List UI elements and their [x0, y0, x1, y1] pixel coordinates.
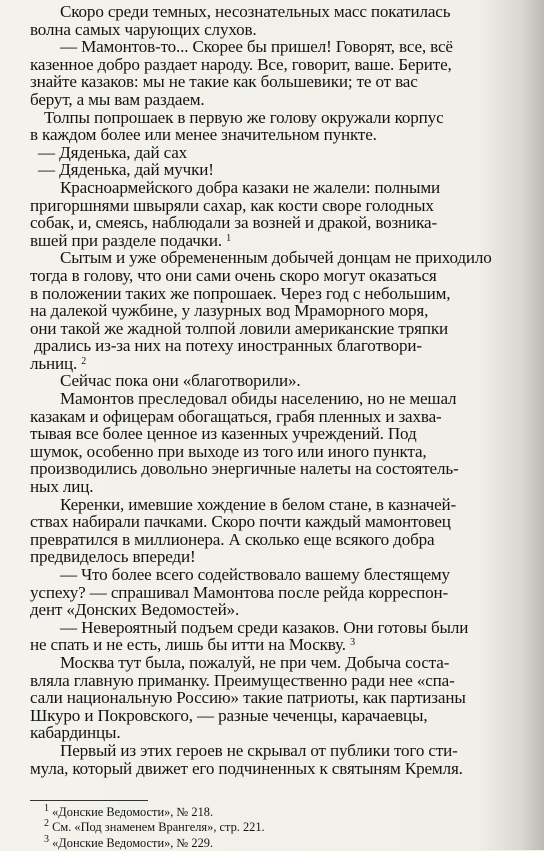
- text-line: ствах набирали пачками. Скоро почти каждый мамонтовец: [30, 512, 451, 532]
- footnote-text: «Донские Ведомости», № 229.: [52, 835, 214, 850]
- text-line: сали национальную Россию» такие патриоты, как партизаны: [30, 688, 466, 708]
- text-line: на далекой чужбине, у лазурных вод Мраморного моря,: [30, 301, 429, 321]
- main-text: [30, 3, 538, 777]
- text-line: знайте казаков: мы не такие как большевики; те от вас: [30, 72, 418, 92]
- text-line: шумок, особенно при выходе из того или иного пункта,: [30, 441, 427, 461]
- paragraph: [30, 390, 538, 496]
- text-line: пригоршнями швыряли сахар, как кости своре голодных: [30, 195, 434, 215]
- footnote: [30, 833, 538, 851]
- footnote-ref: 1: [226, 232, 231, 244]
- footnote-text: См. «Под знаменем Врангеля», стр. 221.: [52, 820, 265, 835]
- text-line: Сейчас пока они «благотворили».: [60, 371, 301, 391]
- paragraph: [30, 144, 538, 162]
- text-line: в положении таких же попрошаек. Через год с небольшим,: [30, 283, 451, 303]
- text-line: [0, 232, 538, 250]
- text-line: — Дяденька, дай мучки!: [38, 160, 214, 180]
- text-line: Сытым и уже обремененным добычей донцам не приходило: [60, 248, 492, 268]
- footnote-mark: 2: [44, 818, 49, 830]
- text-line: берут, а мы вам раздаем.: [30, 89, 205, 109]
- text-line: мула, который движет его подчиненных к святыням Кремля.: [30, 758, 463, 778]
- text-line: Москва тут была, пожалуй, не при чем. Добыча соста-: [60, 652, 450, 672]
- text-line: [0, 636, 538, 654]
- text-line: казакам и офицерам обогащаться, грабя пленных и захва-: [30, 406, 442, 426]
- footnote-ref: 3: [350, 637, 355, 649]
- text-line: дент «Донских Ведомостей».: [30, 600, 240, 620]
- text-line: производились довольно энергичные налеты на состоятель-: [30, 459, 459, 479]
- paragraph: [30, 249, 538, 372]
- footnote-ref: 2: [81, 355, 87, 367]
- text-line: Керенки, имевшие хождение в белом стане, в казначей-: [60, 494, 457, 514]
- text-line: тывая все более ценное из казенных учреждений. Под: [30, 424, 417, 444]
- paragraph: [30, 566, 538, 619]
- text-line: казенное добро раздает народу. Все, говорит, ваше. Берите,: [30, 54, 452, 74]
- text-line: волна самых чарующих слухов.: [30, 19, 257, 39]
- text-line: — Мамонтов-то... Скорее бы пришел! Говорят, все, всё: [60, 37, 453, 57]
- text-line: предвиделось впереди!: [30, 547, 196, 567]
- paragraph: [30, 742, 538, 777]
- paragraph: [30, 109, 538, 144]
- text-line: превратился в миллионера. А сколько еще всякого добра: [30, 529, 435, 549]
- text-line: вшей при разделе подачки.: [30, 230, 222, 250]
- footnote: [30, 820, 538, 835]
- text-line: вляла главную приманку. Преимущественно ради нее «спа-: [30, 670, 455, 690]
- text-line: Мамонтов преследовал обиды населению, но не мешал: [60, 389, 457, 409]
- paragraph: [30, 38, 538, 108]
- footnote: [30, 805, 538, 820]
- text-line: Толпы попрошаек в первую же голову окружали корпус: [44, 107, 444, 127]
- text-line: кабардинцы.: [30, 723, 121, 743]
- paragraph: [30, 372, 538, 390]
- text-line: ных лиц.: [30, 477, 94, 497]
- text-line: льниц.: [30, 353, 78, 373]
- text-line: [0, 355, 538, 373]
- text-line: собак, и, смеясь, наблюдали за возней и дракой, возника-: [30, 213, 437, 233]
- paragraph: [30, 3, 538, 38]
- footnotes: [30, 800, 538, 851]
- text-line: они такой же жадной толпой ловили американские тряпки: [30, 318, 449, 338]
- footnote-divider: [30, 800, 148, 801]
- footnote-mark: 1: [44, 803, 49, 814]
- text-line: тогда в голову, что они сами очень скоро могут оказаться: [30, 265, 437, 285]
- text-line: Шкуро и Покровского, — разные чеченцы, карачаевцы,: [30, 705, 428, 725]
- text-line: — Дяденька, дай сах: [38, 142, 188, 162]
- text-line: в каждом более или менее значительном пункте.: [30, 125, 377, 145]
- paragraph: [30, 179, 538, 249]
- text-line: успеху? — спрашивал Мамонтова после рейда корреспон-: [30, 582, 449, 602]
- text-line: Красноармейского добра казаки не жалели: полными: [60, 177, 441, 197]
- text-line: Первый из этих героев не скрывал от публики того сти-: [60, 740, 458, 760]
- paragraph: [30, 619, 538, 654]
- text-line: дрались из-за них на потеху иностранных благотвори-: [34, 336, 422, 356]
- text-line: — Что более всего содействовало вашему блестящему: [60, 565, 450, 584]
- footnote-text: «Донские Ведомости», № 218.: [52, 805, 214, 819]
- paragraph: [30, 161, 538, 179]
- paragraph: [30, 496, 538, 566]
- text-line: не спать и не есть, лишь бы итти на Москву.: [30, 635, 346, 655]
- text-line: Скоро среди темных, несознательных масс покатилась: [60, 2, 451, 21]
- paragraph: [30, 654, 538, 742]
- footnote-mark: 3: [44, 833, 49, 845]
- text-line: — Невероятный подъем среди казаков. Они готовы были: [60, 617, 469, 637]
